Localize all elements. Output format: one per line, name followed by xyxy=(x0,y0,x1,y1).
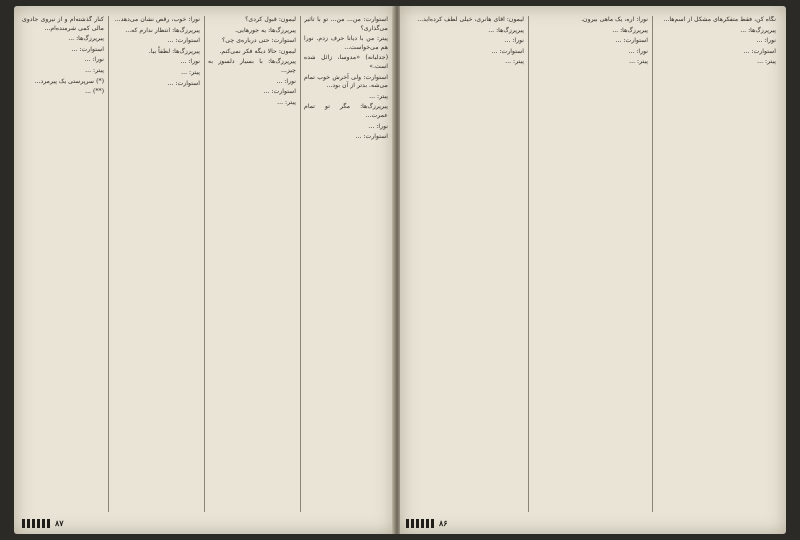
right-page-column-1 xyxy=(656,16,776,512)
paragraph: نورا: آره، یک ماهی بیرون. xyxy=(581,16,648,23)
paragraph: استوارت: من... من... تو با تأثیر می‌گذاری؟ xyxy=(304,16,388,32)
paragraph: پیتر: ... xyxy=(181,68,200,76)
column-rule xyxy=(108,16,109,512)
paragraph: نگاه کن، فقط متفکرهای مشکل از اسم‌ها... xyxy=(663,16,776,23)
paragraph: استوارت: ... xyxy=(167,37,200,45)
paragraph: پیرپرزگ‌ها: ... xyxy=(740,26,776,34)
page-number: ۸۷ xyxy=(55,517,64,528)
page-footer-right xyxy=(406,518,448,529)
column-rule xyxy=(528,16,529,512)
paragraph: پیرپرزگ‌ها: با بسیار دلسوز به چیز... xyxy=(208,58,296,74)
paragraph: نورا: ... xyxy=(504,37,524,45)
paragraph: پیتر: ... xyxy=(629,58,648,66)
left-page-column-3 xyxy=(112,16,200,512)
paragraph: استوارت: ... xyxy=(743,47,776,55)
paragraph: پیتر: من با دیانا حرف زدم. نورا هم می‌خواست... xyxy=(304,35,388,51)
page-number: ۸۶ xyxy=(439,517,448,528)
paragraph: پیتر: ... xyxy=(757,58,776,66)
paragraph: نورا: خوب، رقص نشان می‌دهد... xyxy=(114,16,200,23)
magazine-logo-icon xyxy=(406,519,436,528)
paragraph: نورا: ... xyxy=(368,122,388,130)
column-rule xyxy=(652,16,653,512)
paragraph: پیرپرزگ‌ها: یه جورهایی. xyxy=(235,26,296,34)
magazine-logo-icon xyxy=(22,519,52,528)
paragraph: استوارت: حتی درباره‌ی چی؟ xyxy=(221,37,296,45)
paragraph: لیمون: آقای هانری، خیلی لطف کرده‌اید... xyxy=(417,16,524,23)
paragraph: (جدلیانه) «مدوسا، زائل شده است.» xyxy=(304,54,388,70)
paragraph: نورا: ... xyxy=(276,77,296,85)
paragraph: استوارت: ... xyxy=(355,133,388,141)
left-page xyxy=(14,6,394,534)
paragraph: پیرپرزگ‌ها: انتظار ندارم که... xyxy=(125,26,200,34)
paragraph: پیرپرزگ‌ها: مگر تو تمام عمرت... xyxy=(304,103,388,119)
left-page-column-4 xyxy=(22,16,104,512)
right-page-column-2 xyxy=(532,16,648,512)
paragraph: نورا: ... xyxy=(180,58,200,66)
paragraph: استوارت: ... xyxy=(263,88,296,96)
paragraph: لیمون: حالا دیگه فکر نمی‌کنم. xyxy=(219,47,296,55)
paragraph: استوارت: ولی آخرش خوب تمام می‌شه. بدتر از آن بود... xyxy=(304,73,388,90)
paragraph: استوارت: ... xyxy=(615,37,648,45)
paragraph: استوارت: ... xyxy=(491,47,524,55)
paragraph: استوارت: ... xyxy=(71,45,104,53)
left-page-column-1 xyxy=(304,16,388,512)
right-page xyxy=(400,6,786,534)
paragraph: پیتر: ... xyxy=(505,58,524,66)
paragraph: پیرپرزگ‌ها: لطفاً بیا. xyxy=(148,47,200,55)
footnote: (*) سرپرستی یک پیرمرد... xyxy=(34,77,104,85)
paragraph: نورا: ... xyxy=(84,56,104,64)
paragraph: نورا: ... xyxy=(756,37,776,45)
paragraph: پیرپرزگ‌ها: ... xyxy=(488,26,524,34)
paragraph: پیتر: ... xyxy=(277,98,296,106)
left-page-column-2 xyxy=(208,16,296,512)
column-rule xyxy=(204,16,205,512)
right-page-column-3 xyxy=(414,16,524,512)
paragraph: لیمون: قبول کردی؟ xyxy=(245,16,296,23)
paragraph: پیرپرزگ‌ها: ... xyxy=(68,35,104,43)
paragraph: کنار گذشته‌ام و از نیروی جادوی مالی کمی شرمنده‌ام... xyxy=(22,16,104,32)
paragraph: پیرپرزگ‌ها: ... xyxy=(612,26,648,34)
page-footer-left xyxy=(22,518,64,529)
paragraph: نورا: ... xyxy=(628,47,648,55)
paragraph: پیتر: ... xyxy=(85,66,104,74)
column-rule xyxy=(300,16,301,512)
paragraph: استوارت: ... xyxy=(167,79,200,87)
paragraph: پیتر: ... xyxy=(369,92,388,100)
footnote: (**) ... xyxy=(85,88,104,96)
